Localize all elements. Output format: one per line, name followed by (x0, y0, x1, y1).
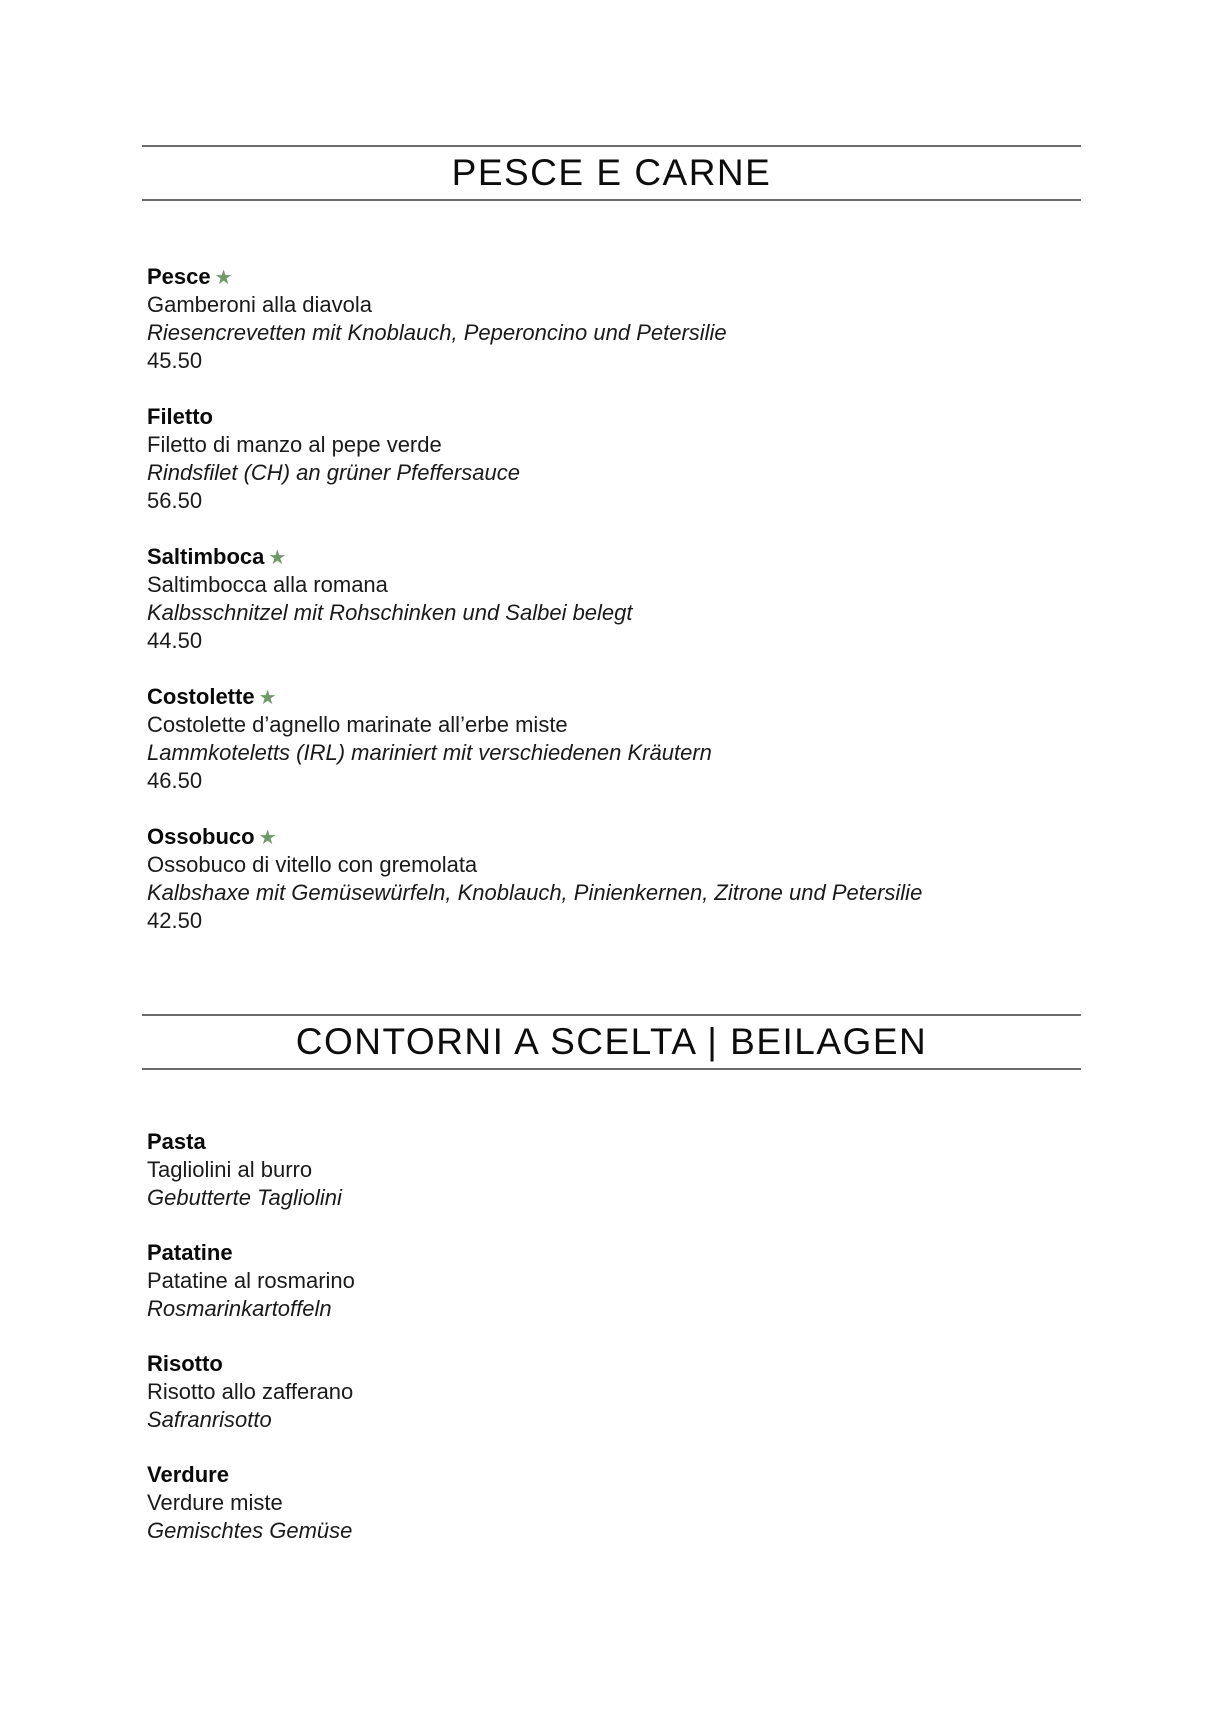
item-italian: Gamberoni alla diavola (147, 292, 373, 317)
menu-item-ossobuco (147, 823, 1087, 935)
item-italian: Risotto allo zafferano (147, 1379, 354, 1404)
item-heading (147, 823, 1087, 851)
item-heading (147, 1239, 1087, 1267)
star-icon: ★ (258, 687, 277, 709)
item-german: Rindsfilet (CH) an grüner Pfeffersauce (147, 460, 520, 485)
item-name: Filetto (147, 404, 213, 429)
item-price: 44.50 (147, 628, 203, 653)
item-italian: Filetto di manzo al pepe verde (147, 432, 442, 457)
section-title: CONTORNI A SCELTA | BEILAGEN (295, 1021, 928, 1062)
item-german: Gebutterte Tagliolini (147, 1185, 342, 1210)
item-heading (147, 1128, 1087, 1156)
item-name: Ossobuco (147, 824, 255, 849)
star-icon: ★ (214, 267, 233, 289)
item-heading (147, 1461, 1087, 1489)
item-price: 56.50 (147, 488, 203, 513)
item-heading (147, 683, 1087, 711)
item-german: Safranrisotto (147, 1407, 272, 1432)
item-name: Pesce (147, 264, 211, 289)
item-german: Riesencrevetten mit Knoblauch, Peperoncino und Petersilie (147, 320, 727, 345)
section-title: PESCE E CARNE (451, 152, 772, 193)
side-item-risotto (147, 1350, 1087, 1434)
item-italian: Verdure miste (147, 1490, 283, 1515)
item-name: Costolette (147, 684, 255, 709)
item-name: Pasta (147, 1129, 206, 1154)
item-italian: Saltimbocca alla romana (147, 572, 388, 597)
menu-item-pesce (147, 263, 1087, 375)
section-header (142, 145, 1081, 201)
item-heading (147, 543, 1087, 571)
item-german: Kalbsschnitzel mit Rohschinken und Salbei belegt (147, 600, 633, 625)
item-price: 46.50 (147, 768, 203, 793)
side-item-verdure (147, 1461, 1087, 1545)
item-heading (147, 403, 1087, 431)
item-german: Gemischtes Gemüse (147, 1518, 353, 1543)
item-name: Saltimboca (147, 544, 265, 569)
star-icon: ★ (258, 827, 277, 849)
item-name: Risotto (147, 1351, 223, 1376)
item-italian: Patatine al rosmarino (147, 1268, 355, 1293)
item-german: Rosmarinkartoffeln (147, 1296, 332, 1321)
item-name: Verdure (147, 1462, 229, 1487)
menu-item-costolette (147, 683, 1087, 795)
item-price: 42.50 (147, 908, 203, 933)
section-header (142, 1014, 1081, 1070)
star-icon: ★ (268, 547, 287, 569)
side-item-patatine (147, 1239, 1087, 1323)
item-italian: Tagliolini al burro (147, 1157, 313, 1182)
menu-item-filetto (147, 403, 1087, 515)
item-heading (147, 1350, 1087, 1378)
menu-item-saltimboca (147, 543, 1087, 655)
item-italian: Ossobuco di vitello con gremolata (147, 852, 478, 877)
item-name: Patatine (147, 1240, 233, 1265)
side-item-pasta (147, 1128, 1087, 1212)
item-italian: Costolette d’agnello marinate all’erbe miste (147, 712, 568, 737)
item-german: Kalbshaxe mit Gemüsewürfeln, Knoblauch, Pinienkernen, Zitrone und Petersilie (147, 880, 923, 905)
item-heading (147, 263, 1087, 291)
item-german: Lammkoteletts (IRL) mariniert mit verschiedenen Kräutern (147, 740, 712, 765)
item-price: 45.50 (147, 348, 203, 373)
